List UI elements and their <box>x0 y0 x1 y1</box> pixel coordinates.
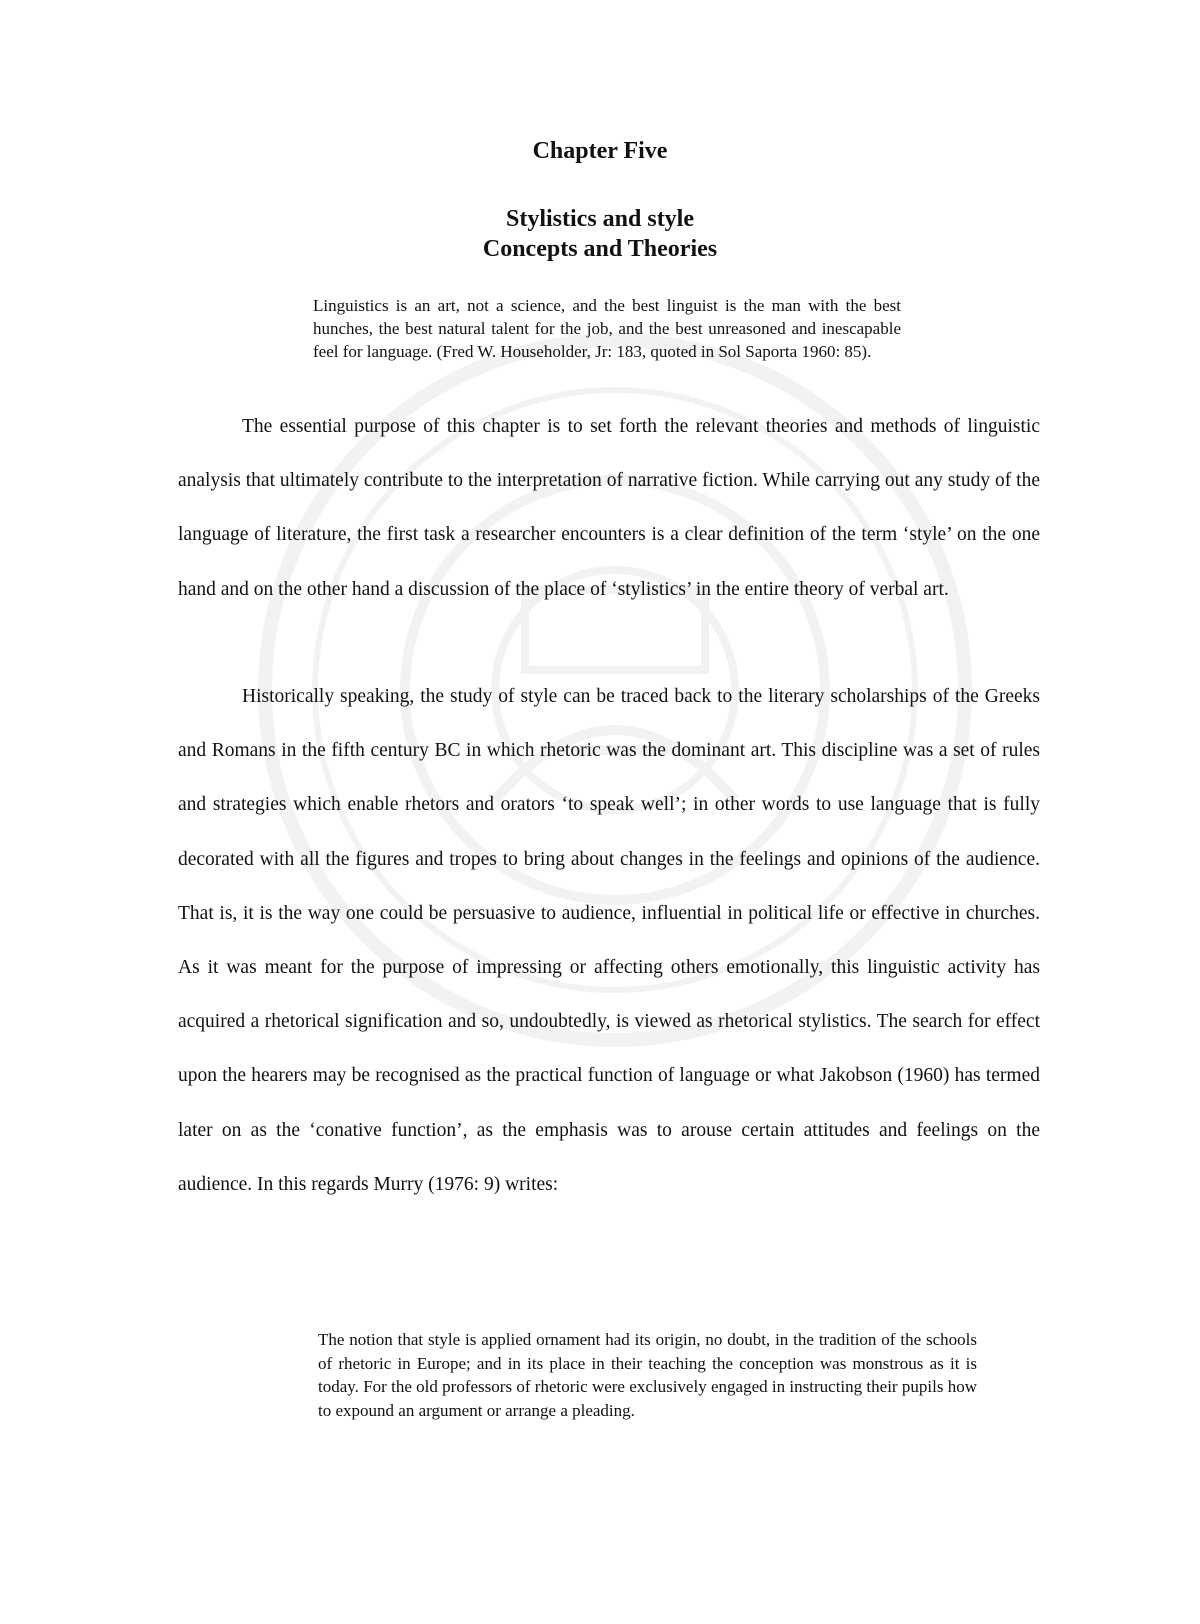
body-paragraph-1: The essential purpose of this chapter is to set forth the relevant theories and methods of linguistic analysis that ultimately contribute to the interpretation of narrative fiction. While carrying out any study of the language of literature, the first task a researcher encounters is a clear definition of the term ‘style’ on the one hand and on the other hand a discussion of the place of ‘stylistics’ in the entire theory of verbal art. <box>178 416 1040 600</box>
epigraph-quote: Linguistics is an art, not a science, and the best linguist is the man with the best hunches, the best natural talent for the job, and the best unreasoned and inescapable feel for language. (Fred W. Householder, Jr: 183, quoted in Sol Saporta 1960: 85). <box>313 296 901 361</box>
section-title-line-2: Concepts and Theories <box>482 236 718 262</box>
section-title <box>0 204 1200 264</box>
block-quote: The notion that style is applied ornament had its origin, no doubt, in the tradition of the schools of rhetoric in Europe; and in its place in their teaching the conception was monstrous as it is today. For the old professors of rhetoric were exclusively engaged in instructing their pupils how to expound an argument or arrange a pleading. <box>318 1330 977 1420</box>
chapter-title: Chapter Five <box>532 138 668 164</box>
section-title-line-1: Stylistics and style <box>505 206 694 232</box>
body-paragraph-2: Historically speaking, the study of style can be traced back to the literary scholarships of the Greeks and Romans in the fifth century BC in which rhetoric was the dominant art. This discipline was a set of rules and strategies which enable rhetors and orators ‘to speak well’; in other words to use language that is fully decorated with all the figures and tropes to bring about changes in the feelings and opinions of the audience. That is, it is the way one could be persuasive to audience, influential in political life or effective in churches. As it was meant for the purpose of impressing or affecting others emotionally, this linguistic activity has acquired a rhetorical signification and so, undoubtedly, is viewed as rhetorical stylistics. The search for effect upon the hearers may be recognised as the practical function of language or what Jakobson (1960) has termed later on as the ‘conative function’, as the emphasis was to arouse certain attitudes and feelings on the audience. In this regards Murry (1976: 9) writes: <box>178 686 1040 1195</box>
